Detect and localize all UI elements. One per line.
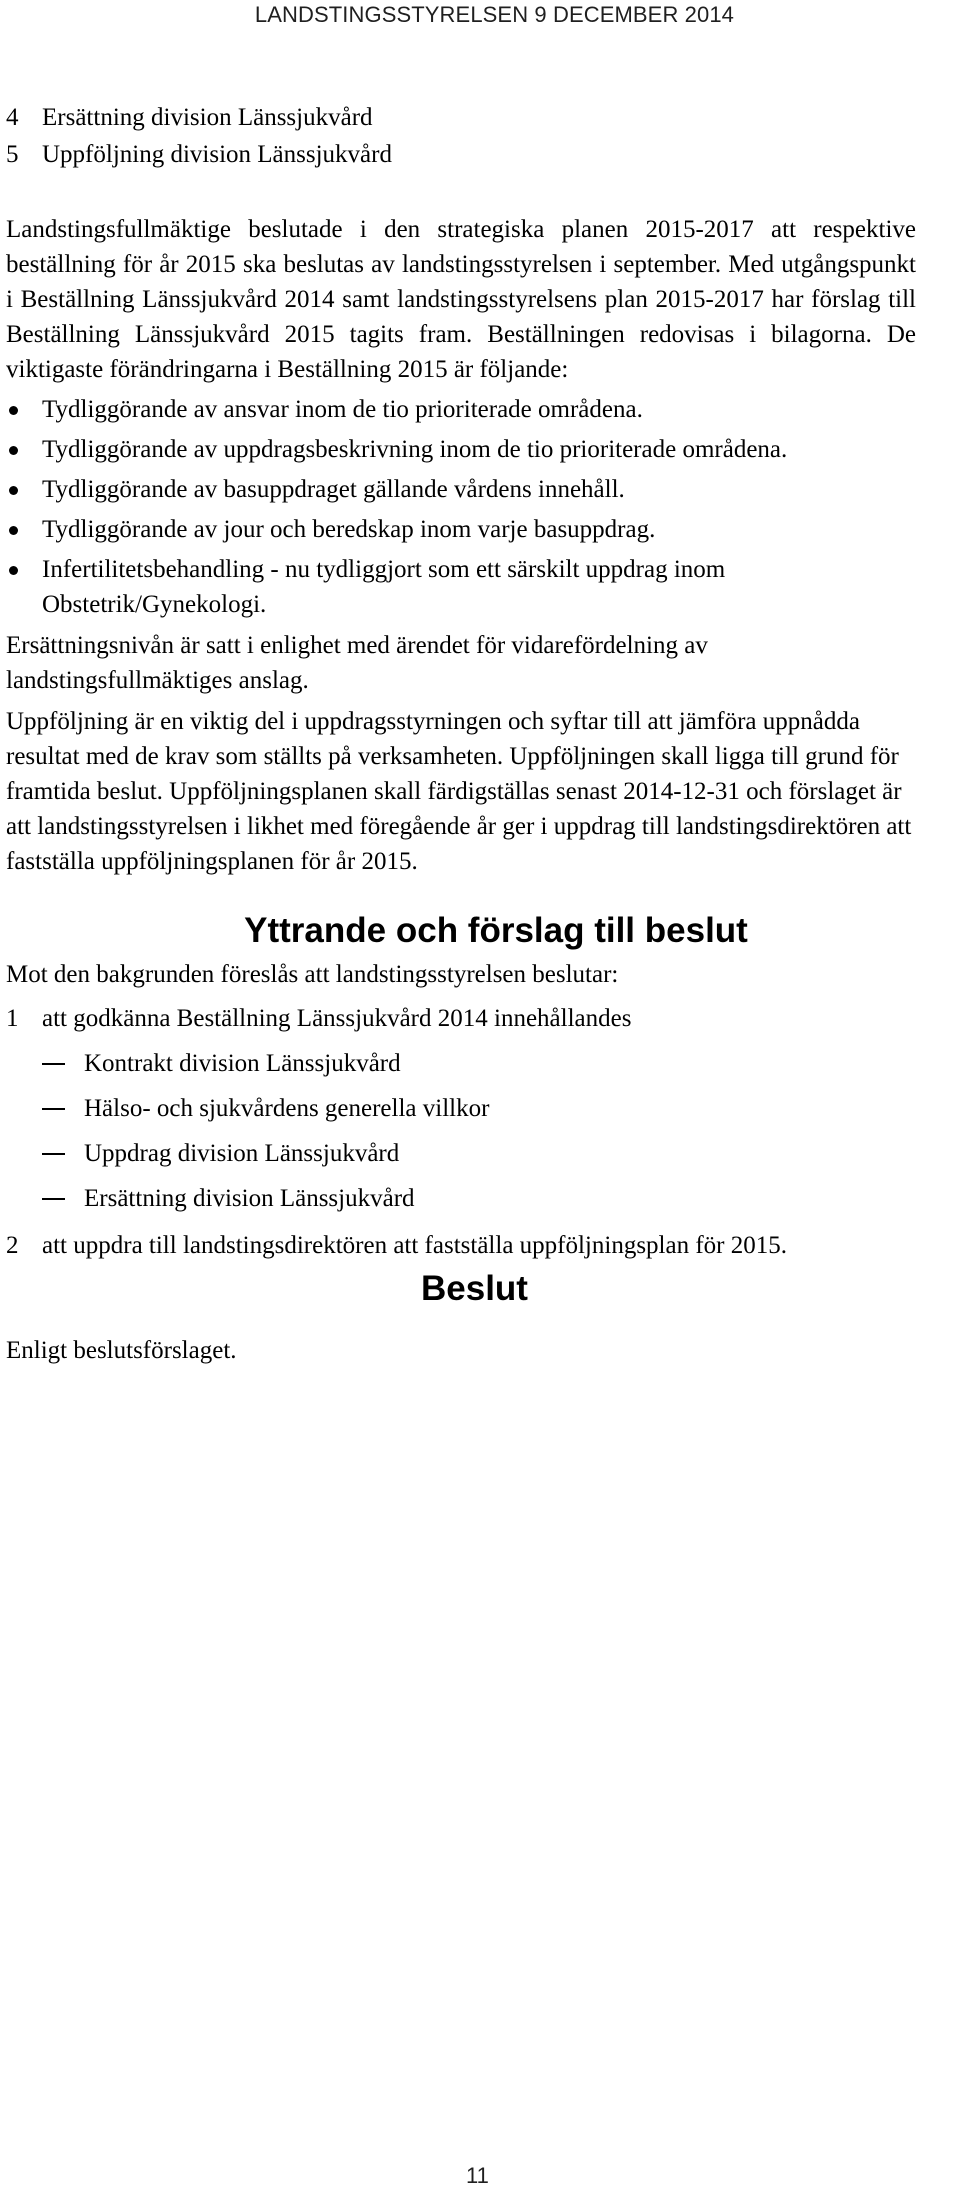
proposal-text: att uppdra till landstingsdirektören att fastställa uppföljningsplan för 2015. <box>42 1232 787 1259</box>
page-header: LANDSTINGSSTYRELSEN 9 DECEMBER 2014 <box>254 2 734 27</box>
list-item: Ersättning division Länssjukvård <box>6 1181 916 1216</box>
paragraph-compensation: Ersättningsnivån är satt i enlighet med ärendet för vidarefördelning av landstingsfullmäktiges anslag. <box>6 632 708 694</box>
proposal-number: 2 <box>6 1232 19 1259</box>
bullet-icon <box>9 566 18 575</box>
dash-icon <box>42 1108 65 1110</box>
list-item: Uppdrag division Länssjukvård <box>6 1136 916 1171</box>
list-number: 5 <box>6 141 19 168</box>
list-item: Hälso- och sjukvårdens generella villkor <box>6 1091 916 1126</box>
changes-list <box>6 392 916 622</box>
list-text: Uppföljning division Länssjukvård <box>42 141 392 168</box>
list-item: Kontrakt division Länssjukvård <box>6 1046 916 1081</box>
decision-heading: Beslut <box>421 1269 528 1308</box>
proposal-item <box>6 1001 916 1036</box>
list-item <box>6 137 916 172</box>
section-heading: Yttrande och förslag till beslut <box>244 911 748 950</box>
decision-text: Enligt beslutsförslaget. <box>6 1337 237 1364</box>
paragraph-followup: Uppföljning är en viktig del i uppdragsstyrningen och syftar till att jämföra uppnådda resultat med de krav som ställts på verksamheten. Uppföljningen skall ligga till grund för framtida beslut. Uppföljningsplanen skall färdigställas senast 2014-12-31 och förslaget är att landstingsstyrelsen i likhet med föregående år ger i uppdrag till landstingsdirektören att fastställa uppföljningsplanen för år 2015. <box>6 708 912 875</box>
page-number: 11 <box>466 2163 489 2188</box>
proposal-number: 1 <box>6 1005 19 1032</box>
order-contents-list <box>6 1046 916 1216</box>
proposal-item <box>6 1228 916 1263</box>
decision-section <box>6 1263 916 1393</box>
list-item: Tydliggörande av basuppdraget gällande vårdens innehåll. <box>6 472 916 507</box>
bullet-icon <box>9 446 18 455</box>
list-item: Tydliggörande av ansvar inom de tio prioriterade områdena. <box>6 392 916 427</box>
list-item: Tydliggörande av jour och beredskap inom varje basuppdrag. <box>6 512 916 547</box>
proposal-text: att godkänna Beställning Länssjukvård 2014 innehållandes <box>42 1005 632 1032</box>
list-item <box>6 100 916 135</box>
bullet-icon <box>9 406 18 415</box>
dash-icon <box>42 1153 65 1155</box>
list-item: Infertilitetsbehandling - nu tydliggjort som ett särskilt uppdrag inom Obstetrik/Gynekologi. <box>6 552 916 622</box>
list-text: Ersättning division Länssjukvård <box>42 104 373 131</box>
dash-icon <box>42 1198 65 1200</box>
list-item: Tydliggörande av uppdragsbeskrivning inom de tio prioriterade områdena. <box>6 432 916 467</box>
document-body <box>6 100 916 1393</box>
bullet-icon <box>9 486 18 495</box>
dash-icon <box>42 1063 65 1065</box>
proposal-intro: Mot den bakgrunden föreslås att landstingsstyrelsen beslutar: <box>6 961 619 988</box>
list-number: 4 <box>6 104 19 131</box>
bullet-icon <box>9 526 18 535</box>
paragraph-strategy: Landstingsfullmäktige beslutade i den strategiska planen 2015-2017 att respektive beställning för år 2015 ska beslutas av landstingsstyrelsen i september. Med utgångspunkt i Beställning Länssjukvård 2014 samt landstingsstyrelsens plan 2015-2017 har förslag till Beställning Länssjukvård 2015 tagits fram. Beställningen redovisas i bilagorna. De viktigaste förändringarna i Beställning 2015 är följande: <box>6 216 916 383</box>
